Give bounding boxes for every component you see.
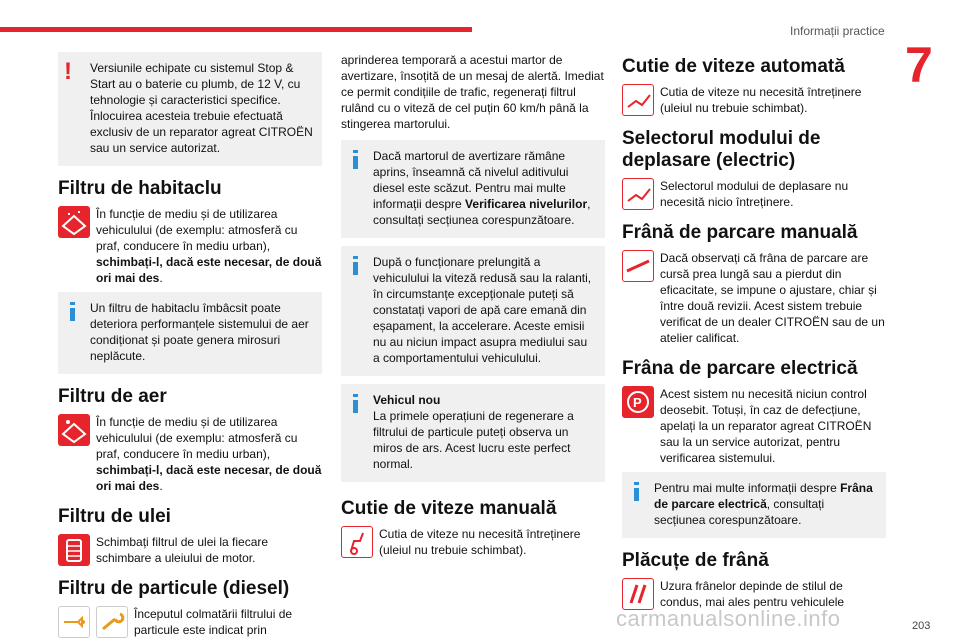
page-number: 203: [912, 620, 931, 632]
additive-info-box: [341, 140, 605, 238]
selector-icon: [622, 178, 654, 210]
selector-text: Selectorul modului de deplasare nu necesită nicio întreținere.: [660, 179, 849, 209]
cabin-filter-icon: [58, 206, 90, 238]
particle-filter-heading: Filtru de particule (diesel): [58, 578, 290, 599]
auto-gearbox-text: Cutia de viteze nu necesită întreținere (uleiul nu trebuie schimbat).: [660, 85, 862, 115]
wrench-icon: [96, 606, 128, 638]
vapor-info-box: [341, 246, 605, 376]
oil-filter-heading: Filtru de ulei: [58, 506, 171, 527]
selector-paragraph: [622, 178, 886, 210]
gearbox-icon: [341, 526, 373, 558]
cabin-info-text: Un filtru de habitaclu îmbâcsit poate deteriora performanțele sistemului de aer condiționat și poate genera mirosuri neplăcute.: [90, 301, 309, 363]
section-title: Informații practice: [790, 24, 885, 38]
cabin-info-box: [58, 292, 322, 374]
air-filter-icon: [58, 414, 90, 446]
regeneration-text: aprinderea temporară a acestui martor de avertizare, însoțită de un mesaj de alertă. Imediat ce permit condițiile de trafic, regenerați filtrul rulând cu o viteză de cel puțin 60 km/h până la stingerea martorului.: [341, 53, 604, 131]
info-icon: [349, 394, 363, 412]
oil-filter-paragraph: [58, 534, 322, 566]
additive-info-end: , consultați secțiunea corespunzătoare.: [373, 197, 591, 227]
manual-brake-paragraph: [622, 250, 886, 346]
manual-brake-heading: Frână de parcare manuală: [622, 222, 858, 243]
info-icon: [630, 482, 644, 500]
electric-brake-link-text: Frâna de parcare electrică: [654, 481, 873, 511]
watermark: carmanualsonline.info: [616, 606, 841, 631]
parking-brake-icon: [622, 250, 654, 282]
new-vehicle-info-box: [341, 384, 605, 482]
additive-info-text: Dacă martorul de avertizare rămâne aprins, înseamnă că nivelul aditivului diesel este scăzut. Pentru mai multe informații despre: [373, 149, 569, 211]
electric-brake-heading: Frâna de parcare electrică: [622, 358, 858, 379]
auto-gearbox-paragraph: [622, 84, 886, 116]
air-filter-bold: schimbați-l, dacă este necesar, de două ori mai des: [96, 463, 322, 493]
new-vehicle-text: La primele operațiuni de regenerare a filtrului de particule puteți observa un miros de ars. Acest lucru este perfect normal.: [373, 409, 574, 471]
cabin-filter-heading: Filtru de habitaclu: [58, 178, 222, 199]
chapter-number: 7: [905, 37, 933, 93]
manual-gearbox-heading: Cutie de viteze manuală: [341, 498, 557, 519]
column-3: [622, 52, 886, 616]
air-filter-end: .: [159, 479, 163, 493]
manual-gearbox-paragraph: [341, 526, 605, 558]
oil-filter-text: Schimbați filtrul de ulei la fiecare schimbare a uleiului de motor.: [96, 535, 269, 565]
electric-brake-icon: [622, 386, 654, 418]
oil-filter-icon: [58, 534, 90, 566]
selector-heading: Selectorul modului de deplasare (electric): [622, 128, 821, 171]
electric-brake-info-text: Pentru mai multe informații despre: [654, 481, 841, 495]
new-vehicle-heading: Vehicul nou: [373, 393, 441, 407]
info-icon: [349, 256, 363, 274]
vapor-info-text: După o funcționare prelungită a vehiculului la viteză redusă sau la ralanti, în circumstanțe excepționale puteți să constatați vapori de apă care emană din eșapament, la accelerare. Aceste emisii nu au niciun impact asupra mediului sau a comportamentului vehiculului.: [373, 255, 592, 365]
particle-filter-warning-icon: [58, 606, 90, 638]
electric-brake-info-end: , consultați secțiunea corespunzătoare.: [654, 497, 825, 527]
air-filter-paragraph: [58, 414, 322, 494]
electric-brake-text: Acest sistem nu necesită niciun control deosebit. Totuși, în caz de defecțiune, apelați la un reparator agreat CITROËN sau la un service autorizat, pentru verificarea sistemului.: [660, 387, 872, 465]
cabin-filter-paragraph: [58, 206, 322, 286]
electric-brake-paragraph: [622, 386, 886, 466]
warning-box: [58, 52, 322, 166]
column-1: [58, 52, 322, 644]
header-red-bar: [0, 27, 472, 32]
cabin-filter-bold: schimbați-l, dacă este necesar, de două ori mai des: [96, 255, 322, 285]
electric-brake-info-box: [622, 472, 886, 538]
auto-gearbox-heading: Cutie de viteze automată: [622, 56, 845, 77]
air-filter-text: În funcție de mediu și de utilizarea vehiculului (de exemplu: atmosferă cu praf, conducere în mediu urban),: [96, 415, 298, 461]
manual-brake-text: Dacă observați că frâna de parcare are cursă prea lungă sau a pierdut din eficacitate, se impune o ajustare, chiar și între două revizii. Acest sistem trebuie verificat de un dealer CITROËN sau de un atelier calificat.: [660, 251, 885, 345]
svg-text:P: P: [633, 395, 642, 410]
brake-pads-text: Uzura frânelor depinde de stilul de condus, mai ales pentru vehiculele: [660, 579, 845, 609]
column-2: [341, 52, 605, 564]
gearbox-auto-icon: [622, 84, 654, 116]
levels-link-text: Verificarea nivelurilor: [465, 197, 588, 211]
particle-filter-text: Începutul colmatării filtrului de particule este indicat prin: [134, 607, 293, 637]
warning-icon: !: [64, 58, 72, 85]
info-icon: [66, 302, 80, 320]
cabin-filter-text: În funcție de mediu și de utilizarea vehiculului (de exemplu: atmosferă cu praf, conducere în mediu urban),: [96, 207, 298, 253]
manual-gearbox-text: Cutia de viteze nu necesită întreținere (uleiul nu trebuie schimbat).: [379, 527, 581, 557]
warning-text: Versiunile echipate cu sistemul Stop & Start au o baterie cu plumb, de 12 V, cu tehnologie și caracteristici specifice. Înlocuirea acesteia trebuie efectuată exclusiv de un reparator agreat CITROËN sau un service autorizat.: [90, 61, 313, 155]
info-icon: [349, 150, 363, 168]
cabin-filter-end: .: [159, 271, 163, 285]
air-filter-heading: Filtru de aer: [58, 386, 167, 407]
particle-filter-paragraph: [58, 606, 322, 638]
brake-pads-heading: Plăcuțe de frână: [622, 550, 769, 571]
